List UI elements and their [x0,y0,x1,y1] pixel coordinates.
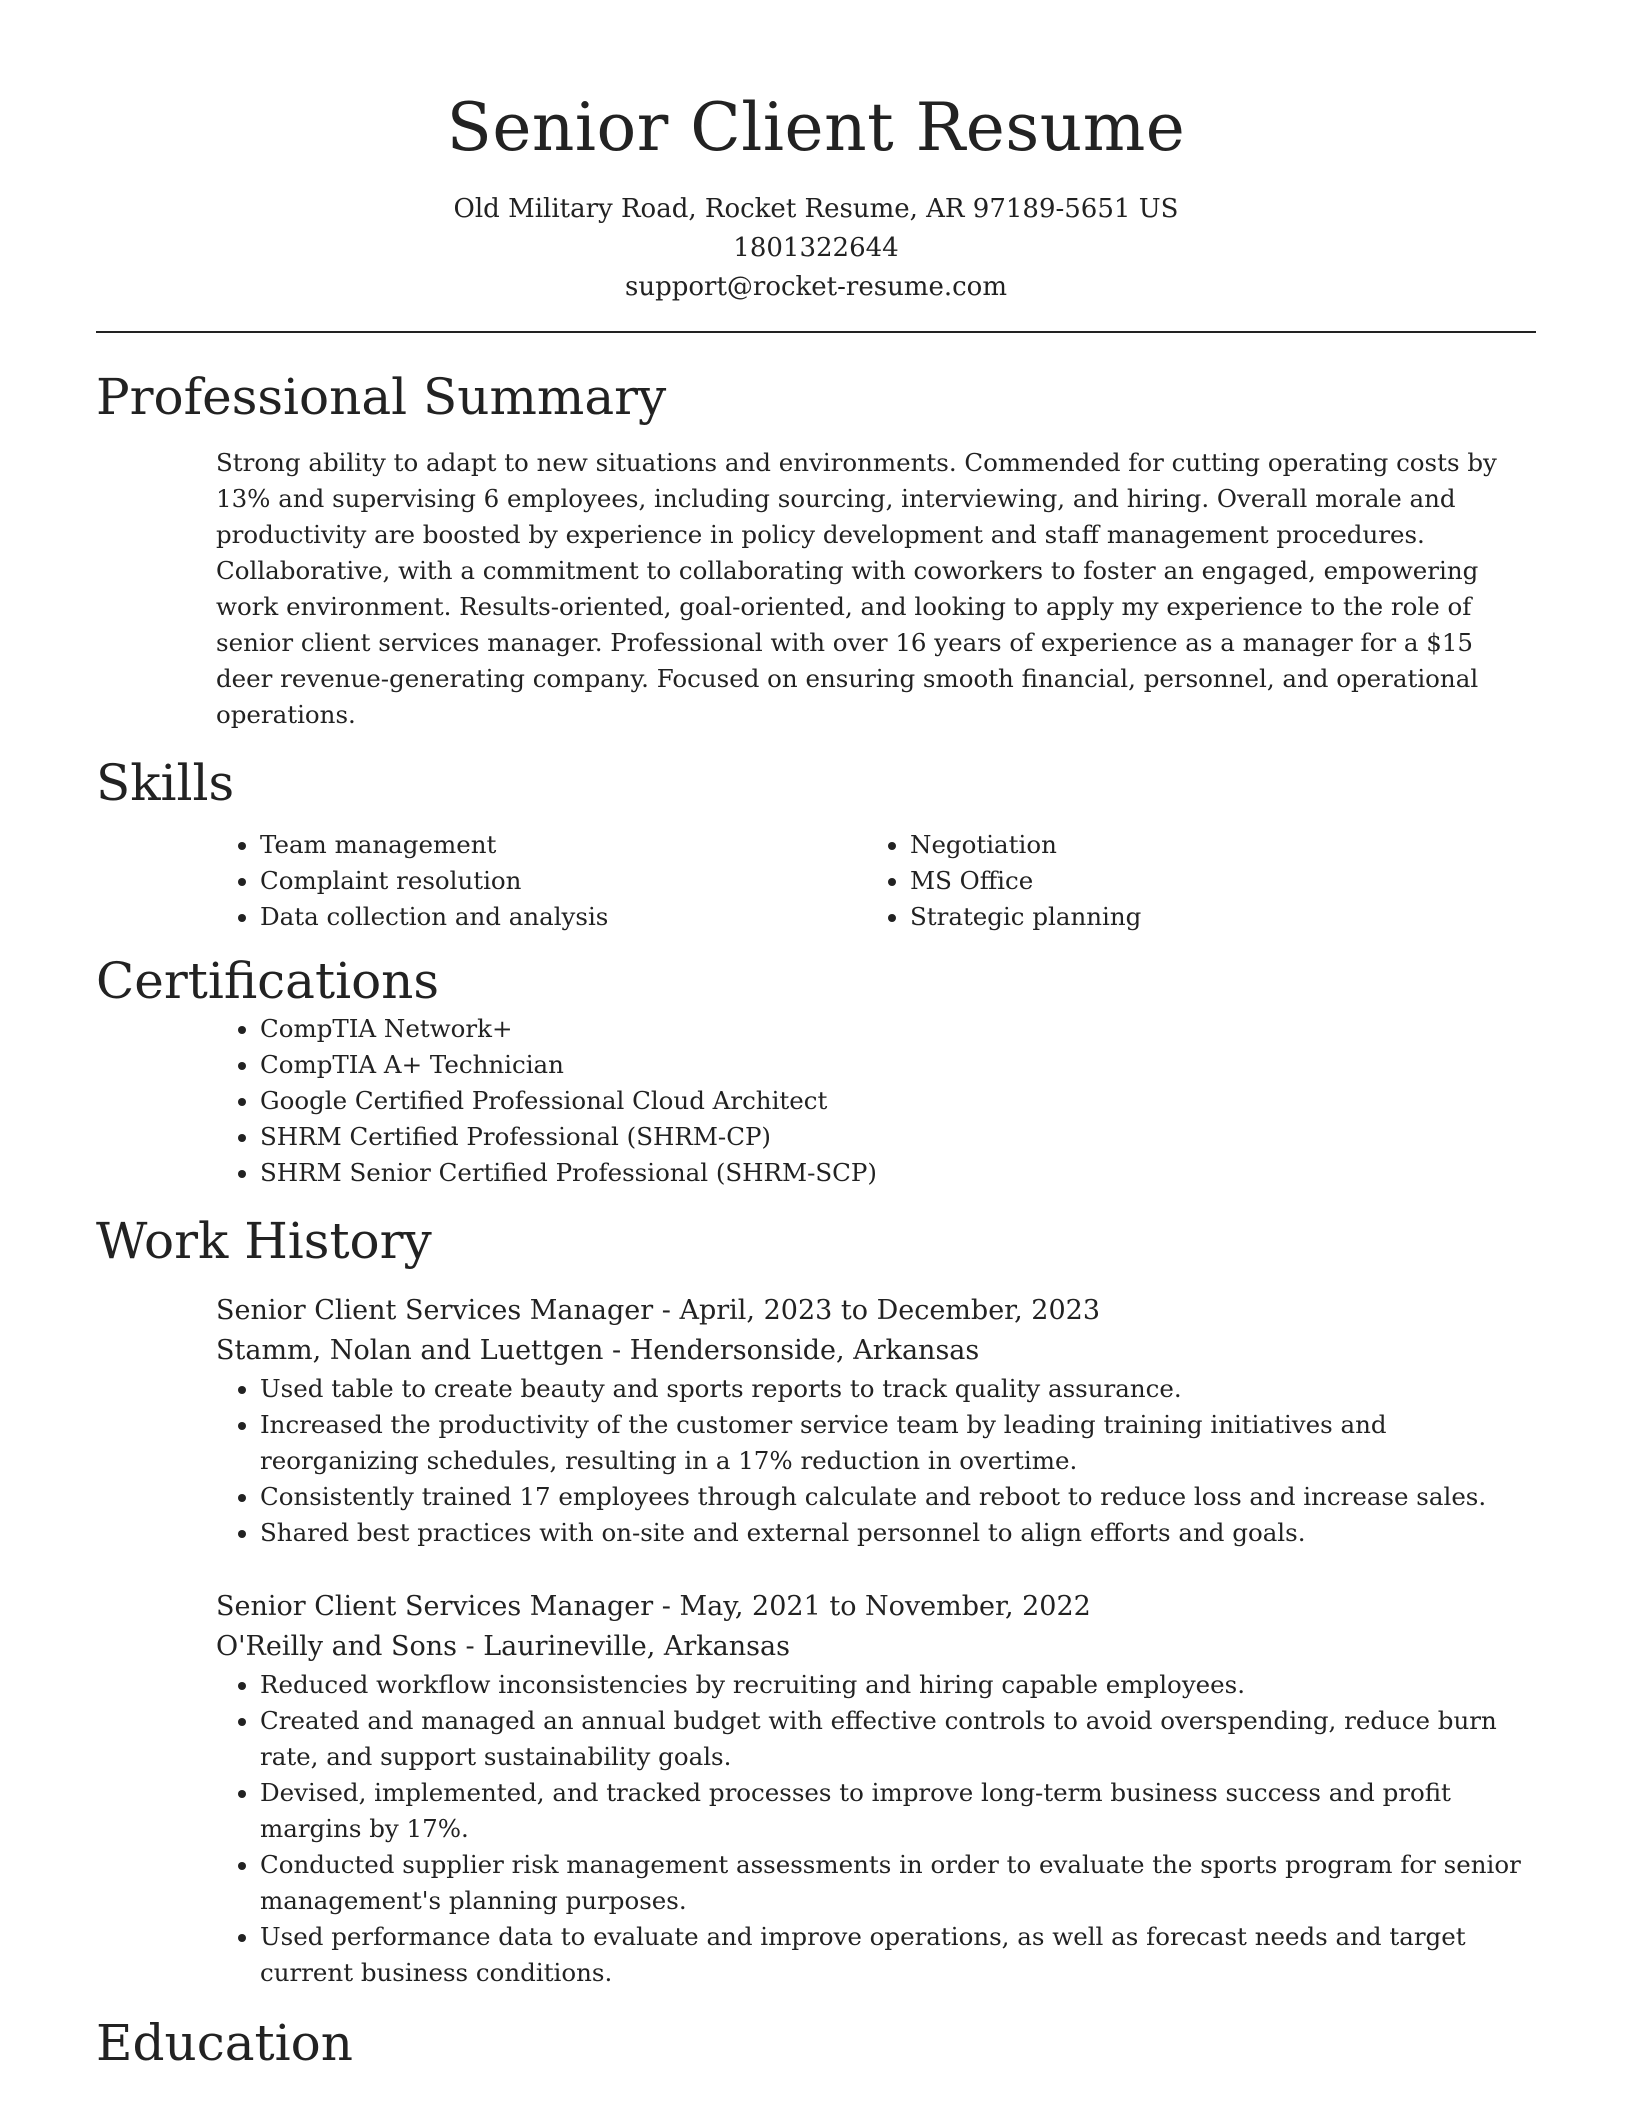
job-entry [216,1291,1536,1551]
job-title-line [216,1291,1536,1331]
job-duties-list [216,1667,1536,1991]
job-duty-item: • Used performance data to evaluate and improve operations, as well as forecast needs and target current business conditions. [260,1919,1536,1991]
summary-section [96,367,1536,733]
certification-item: • SHRM Senior Certified Professional (SHRM-SCP) [260,1155,1536,1191]
skills-heading: Skills [96,754,235,812]
education-heading: Education [96,2014,353,2072]
skills-column-right [866,827,1516,935]
job-duty-item: • Consistently trained 17 employees through calculate and reboot to reduce loss and increase sales. [260,1479,1536,1515]
contact-phone: 1801322644 [733,233,899,263]
job-role: Senior Client Services Manager [216,1295,654,1326]
skills-section [96,753,1536,935]
summary-heading: Professional Summary [96,368,667,426]
job-duty-item: • Used table to create beauty and sports reports to track quality assurance. [260,1371,1536,1407]
contact-address: Old Military Road, Rocket Resume, AR 97189-5651 US [453,194,1179,224]
job-company-line [216,1331,1536,1371]
job-duty-item: • Conducted supplier risk management assessments in order to evaluate the sports program for senior management's planning purposes. [260,1847,1536,1919]
resume-name: Senior Client Resume [446,89,1186,166]
skills-column-left [216,827,866,935]
contact-email: support@rocket-resume.com [624,272,1007,302]
skill-item: • Data collection and analysis [260,899,866,935]
skill-item: • Team management [260,827,866,863]
job-duty-item: • Created and managed an annual budget with effective controls to avoid overspending, reduce burn rate, and support sustainability goals. [260,1703,1536,1775]
certification-item: • CompTIA Network+ [260,1011,1536,1047]
job-duty-item: • Increased the productivity of the customer service team by leading training initiatives and reorganizing schedules, resulting in a 17% reduction in overtime. [260,1407,1536,1479]
job-role: Senior Client Services Manager [216,1591,654,1622]
education-section [96,2013,1536,2073]
job-company: O'Reilly and Sons [216,1631,457,1662]
skill-item: • MS Office [910,863,1516,899]
work-history-heading: Work History [96,1212,432,1270]
job-duty-item: • Devised, implemented, and tracked processes to improve long-term business success and profit margins by 17%. [260,1775,1536,1847]
job-title-line [216,1587,1536,1627]
job-company: Stamm, Nolan and Luettgen [216,1335,604,1366]
job-duty-item: • Reduced workflow inconsistencies by recruiting and hiring capable employees. [260,1667,1536,1703]
contact-block [96,190,1536,307]
job-dates: - April, 2023 to December, 2023 [653,1295,1100,1326]
skills-grid [216,827,1536,935]
certification-item: • Google Certified Professional Cloud Architect [260,1083,1536,1119]
skill-item: • Complaint resolution [260,863,866,899]
work-history-section [96,1211,1536,1991]
certifications-list [216,1011,1536,1191]
job-company-line [216,1627,1536,1667]
resume-header [96,0,1536,307]
job-dates: - May, 2021 to November, 2022 [653,1591,1091,1622]
certifications-heading: Certifications [96,952,440,1010]
resume-page [96,0,1536,2073]
job-location: - Hendersonside, Arkansas [603,1335,980,1366]
job-duty-item: • Shared best practices with on-site and external personnel to align efforts and goals. [260,1515,1536,1551]
job-entry [216,1587,1536,1991]
skill-item: • Negotiation [910,827,1516,863]
job-location: - Laurineville, Arkansas [456,1631,790,1662]
header-divider [96,331,1536,333]
summary-text: Strong ability to adapt to new situations and environments. Commended for cutting operating costs by 13% and supervising 6 employees, including sourcing, interviewing, and hiring. Overall morale and productivity are boosted by experience in policy development and staff management procedures. Collaborative, with a commitment to collaborating with coworkers to foster an engaged, empowering work environment. Results-oriented, goal-oriented, and looking to apply my experience to the role of senior client services manager. Professional with over 16 years of experience as a manager for a $15 deer revenue-generating company. Focused on ensuring smooth financial, personnel, and operational operations. [216,448,1497,729]
certifications-section [96,951,1536,1191]
skill-item: • Strategic planning [910,899,1516,935]
certification-item: • CompTIA A+ Technician [260,1047,1536,1083]
job-duties-list [216,1371,1536,1551]
certification-item: • SHRM Certified Professional (SHRM-CP) [260,1119,1536,1155]
